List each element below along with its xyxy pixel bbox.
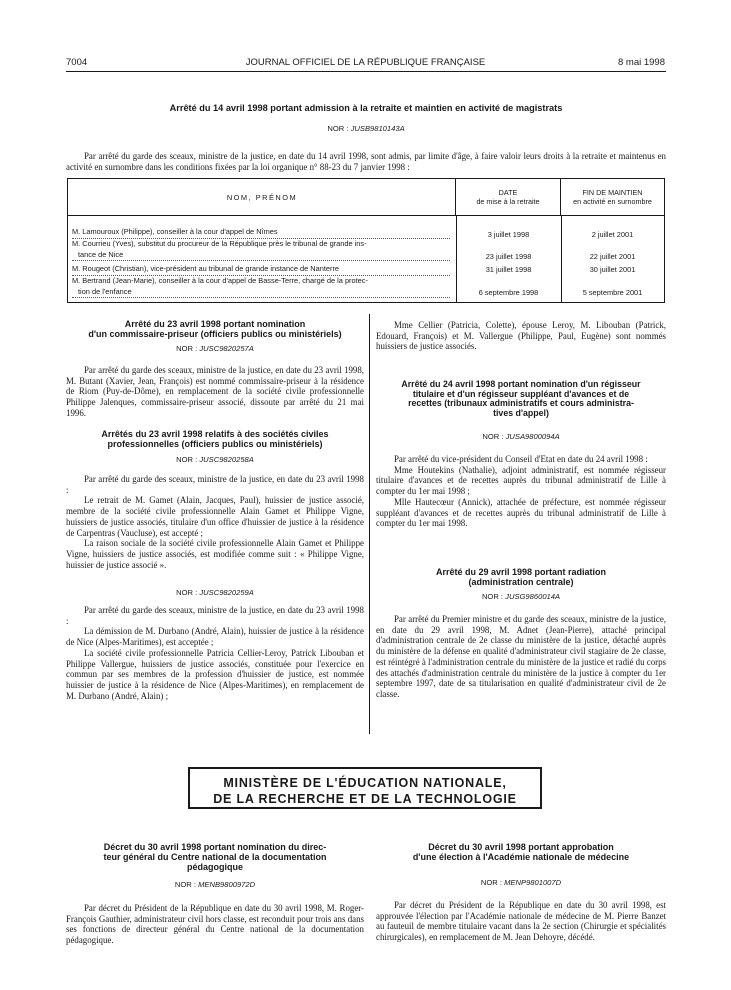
- issue-date: 8 mai 1998: [617, 57, 665, 68]
- table-cell-date: 3 juillet 1998: [487, 230, 530, 239]
- art5-nor: NOR : JUSG9860014A: [481, 592, 561, 601]
- art4-nor: NOR : JUSA9800094A: [482, 432, 560, 441]
- art3-continued: Mme Cellier (Patricia, Colette), épouse Leroy, M. Libouban (Patrick, Edouard, François) et M. Vallergue (Philippe, Paul, Eugène) sont nommés huissiers de justice associés.: [376, 320, 666, 352]
- art3-title: Arrêtés du 23 avril 1998 relatifs à des sociétés civiles professionnelles (officiers publics ou ministériels): [101, 429, 329, 449]
- art3-nor2: NOR : JUSC9820259A: [176, 588, 254, 597]
- art6-nor: NOR : MENB9800972D: [174, 880, 256, 889]
- col-fin-header: FIN DE MAINTIEN en activité en surnombre: [573, 188, 652, 206]
- art7-title: Décret du 30 avril 1998 portant approbation d'une élection à l'Académie nationale de médecine: [412, 842, 630, 862]
- table-header-rule: [68, 215, 664, 216]
- magistrates-table: [67, 178, 665, 303]
- table-cell-fin: 22 juillet 2001: [589, 252, 636, 261]
- table-cell-date: 23 juillet 1998: [485, 252, 532, 261]
- art5-title: Arrêté du 29 avril 1998 portant radiation (administration centrale): [435, 567, 607, 587]
- art6-title: Décret du 30 avril 1998 portant nomination du direc- teur général du Centre national de la documentation pédagogique: [103, 842, 327, 872]
- art4-title: Arrêté du 24 avril 1998 portant nomination d'un régisseur titulaire et d'un régisseur suppléant d'avances et de recettes (tribunaux administratifs et cours administra- tives d'appel): [401, 379, 641, 419]
- ministry-banner: MINISTÈRE DE L'ÉDUCATION NATIONALE, DE LA RECHERCHE ET DE LA TECHNOLOGIE: [188, 767, 542, 809]
- col-date-header: DATE de mise à la retraite: [456, 179, 561, 215]
- art2-nor: NOR : JUSC9820257A: [176, 344, 254, 353]
- table-cell-fin: 2 juillet 2001: [591, 230, 634, 239]
- table-row: M. Lamouroux (Philippe), conseiller à la cour d'appel de Nîmes: [72, 227, 450, 239]
- art1-nor: NOR : JUSB9810143A: [327, 124, 405, 133]
- col-name-header: NOM, PRÉNOM: [68, 179, 456, 215]
- table-row: M. Courrieu (Yves), substitut du procureur de la République près le tribunal de grande ins- tance de Nice: [72, 239, 450, 261]
- art4-body: Par arrêté du vice-président du Conseil d'Etat en date du 24 avril 1998 : Mme Houtekins (Nathalie), adjoint administratif, est nommée régisseur titulaire d'avances et de recettes auprès du tribunal administratif de Lille à compter du 1er mai 1998 ; Mlle Hautecœur (Annick), attachée de préfecture, est nommée régisseur suppléant d'avances et de recettes auprès du tribunal administratif de Lille à compter du 1er mai 1998.: [376, 454, 666, 529]
- art6-body: Par décret du Président de la République en date du 30 avril 1998, M. Roger-François Gauthier, administrateur civil hors classe, est reconduit pour trois ans dans ses fonctions de directeur général du Centre national de la documentation pédagogique.: [66, 903, 364, 946]
- art1-intro: Par arrêté du garde des sceaux, ministre de la justice, en date du 14 avril 1998, sont admis, par limite d'âge, à faire valoir leurs droits à la retraite et maintenus en activité en surnombre dans les conditions fixées par la loi organique n° 88-23 du 7 janvier 1998 :: [66, 151, 666, 172]
- art7-nor: NOR : MENP9801007D: [480, 878, 562, 887]
- page-number: 7004: [66, 57, 88, 68]
- art3-nor: NOR : JUSC9820258A: [176, 455, 254, 464]
- header-rule: [66, 71, 666, 72]
- column-divider: [369, 314, 370, 734]
- art2-body: Par arrêté du garde des sceaux, ministre de la justice, en date du 23 avril 1998, M. Butant (Xavier, Jean, François) est nommé commissaire-priseur à la résidence de Riom (Puy-de-Dôme), en remplacement de la société civile professionnelle Philippe Jalenques, commissaire-priseur associé, dissoute par arrêté du 21 mai 1996.: [66, 365, 364, 418]
- art3-body: Par arrêté du garde des sceaux, ministre de la justice, en date du 23 avril 1998 : Le retrait de M. Gamet (Alain, Jacques, Paul), huissier de justice associé, membre de la société civile professionnelle Alain Gamet et Philippe Vigne, huissiers de justice associés, titulaire d'un office d'huissier de justice à la résidence de Carpentras (Vaucluse), est accepté ; La raison sociale de la société civile professionnelle Alain Gamet et Philippe Vigne, huissiers de justice associés, est modifiée comme suit : « Philippe Vigne, huissier de justice associé ».: [66, 474, 364, 570]
- journal-title: JOURNAL OFFICIEL DE LA RÉPUBLIQUE FRANÇAISE: [245, 57, 486, 68]
- art3-body2: Par arrêté du garde des sceaux, ministre de la justice, en date du 23 avril 1998 : La démission de M. Durbano (André, Alain), huissier de justice à la résidence de Nice (Alpes-Maritimes), est acceptée ; La société civile professionnelle Patricia Cellier-Leroy, Patrick Libouban et Philippe Vallergue, huissiers de justice associés, constituée pour l'exercice en commun par ses membres de la profession d'huissier de justice, est nommée huissier de justice à la résidence de Nice (Alpes-Maritimes), en remplacement de M. Durbano (André, Alain) ;: [66, 605, 364, 701]
- table-row: M. Rougeot (Christian), vice-président au tribunal de grande instance de Nanterre: [72, 264, 450, 276]
- art2-title: Arrêté du 23 avril 1998 portant nomination d'un commissaire-priseur (officiers publics ou ministériels): [88, 319, 342, 339]
- art1-title: Arrêté du 14 avril 1998 portant admission à la retraite et maintien en activité de magistrats: [169, 103, 563, 113]
- art5-body: Par arrêté du Premier ministre et du garde des sceaux, ministre de la justice, en date du 29 avril 1998, M. Adnet (Jean-Pierre), attaché principal d'administration centrale de 2e classe du ministère de la justice, détaché auprès du ministère de la défense en qualité d'administrateur civil stagiaire de 2e classe, est réintégré à l'administration centrale du ministère de la justice et radié du corps des attachés d'administration centrale du ministère de la justice à compter du 1er septembre 1997, date de sa titularisation en qualité d'administrateur civil de 2e classe.: [376, 614, 666, 699]
- table-cell-date: 31 juillet 1998: [485, 265, 532, 274]
- table-cell-fin: 30 juillet 2001: [589, 265, 636, 274]
- table-cell-fin: 5 septembre 2001: [582, 288, 643, 297]
- table-cell-date: 6 septembre 1998: [478, 288, 539, 297]
- table-row: M. Bertrand (Jean-Marie), conseiller à la cour d'appel de Basse-Terre, chargé de la protec- tion de l'enfance: [72, 276, 450, 298]
- art7-body: Par décret du Président de la République en date du 30 avril 1998, est approuvée l'élection par l'Académie nationale de médecine de M. Pierre Banzet au fauteuil de membre titulaire vacant dans la 2e section (Chirurgie et spécialités chirurgicales), en remplacement de M. Jean Dehoyre, décédé.: [376, 900, 666, 943]
